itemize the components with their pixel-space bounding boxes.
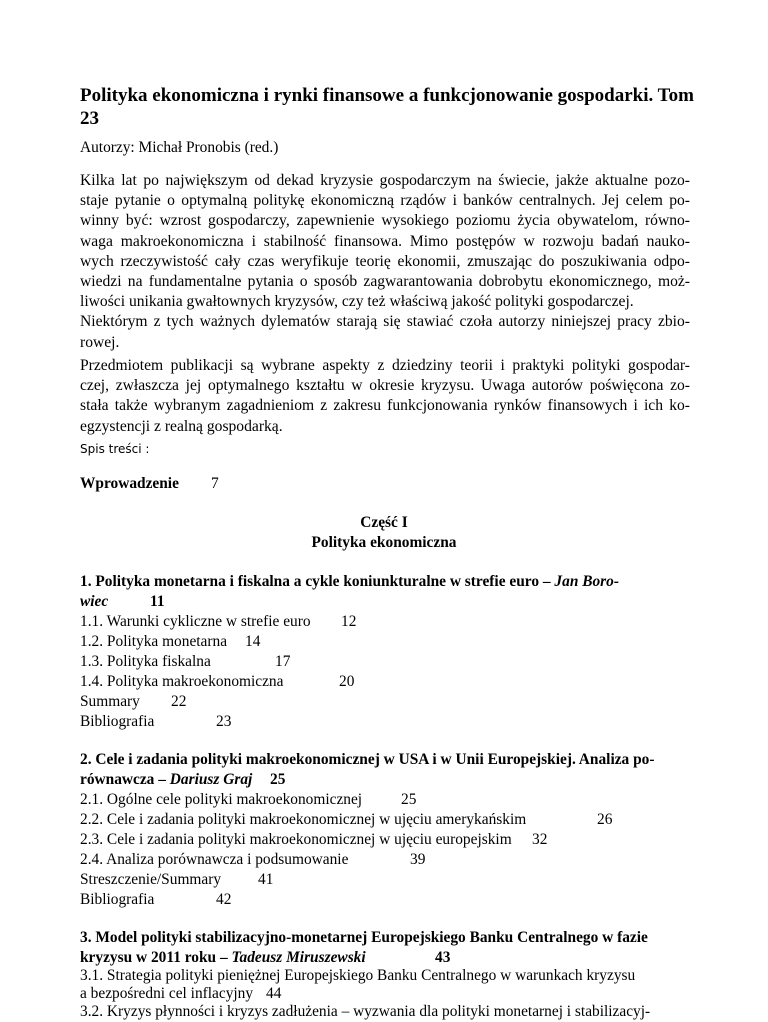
toc-item-page: 26	[597, 811, 613, 828]
chapter-1-title: 1. Polityka monetarna i fiskalna a cykle koniunkturalne w strefie euro –	[80, 573, 555, 590]
title-line-1: Polityka ekonomiczna i rynki finansowe a funkcjonowanie gospodarki. Tom	[80, 85, 694, 106]
paragraph-line: rowej.	[80, 333, 120, 351]
authors-line: Autorzy: Michał Pronobis (red.)	[80, 139, 279, 156]
toc-item-label: Streszczenie/Summary	[80, 871, 222, 888]
intro-page: 7	[211, 475, 219, 492]
toc-item-page: 25	[401, 791, 417, 808]
chapter-3-page: 43	[435, 949, 451, 966]
chapter-1-author-cont: wiec	[80, 593, 109, 610]
toc-item-label: 3.1. Strategia polityki pieniężnej Europejskiego Banku Centralnego w warunkach kryzysu	[80, 967, 636, 984]
toc-item-page: 39	[410, 851, 426, 868]
part-name: Polityka ekonomiczna	[311, 534, 457, 551]
chapter-2-title: 2. Cele i zadania polityki makroekonomicznej w USA i w Unii Europejskiej. Analiza po-	[80, 751, 655, 768]
paragraph-line: staje pytanie o optymalną politykę ekonomiczną rządów i banków centralnych. Jej celem po-	[80, 192, 690, 210]
toc-item-label: 1.3. Polityka fiskalna	[80, 653, 211, 670]
toc-item-label-cont: a bezpośredni cel inflacyjny	[80, 985, 254, 1002]
paragraph-line: liwości unikania gwałtownych kryzysów, czy też właściwą jakość polityki gospodarczej.	[80, 293, 634, 311]
toc-item-page: 14	[245, 633, 261, 650]
paragraph-line: wiedzi na fundamentalne pytania o sposób zagwarantowania dobrobytu ekonomicznego, moż-	[80, 273, 690, 291]
toc-item-page: 12	[341, 613, 357, 630]
intro-label: Wprowadzenie	[80, 475, 179, 492]
toc-item-page: 44	[266, 985, 282, 1002]
chapter-1-page: 11	[150, 593, 165, 610]
toc-item-label: Summary	[80, 693, 140, 710]
paragraph-line: Kilka lat po największym od dekad kryzysie gospodarczym na świecie, jakże aktualne pozo-	[80, 172, 690, 189]
toc-item-label: 2.4. Analiza porównawcza i podsumowanie	[80, 851, 349, 868]
chapter-3-title: 3. Model polityki stabilizacyjno-monetarnej Europejskiego Banku Centralnego w fazie	[80, 929, 648, 946]
chapter-2-title-cont: równawcza –	[80, 771, 170, 788]
toc-item-label: 1.1. Warunki cykliczne w strefie euro	[80, 613, 311, 630]
toc-item-page: 17	[275, 653, 291, 670]
toc-item-label: 1.2. Polityka monetarna	[80, 633, 228, 650]
toc-item-page: 20	[339, 673, 355, 690]
chapter-2-page: 25	[270, 771, 286, 788]
paragraph-line: czej, zwłaszcza jej optymalnego kształtu w okresie kryzysu. Uwaga autorów poświęcona zo-	[80, 377, 690, 395]
toc-label: Spis treści :	[80, 442, 150, 456]
chapter-1-author: Jan Boro-	[554, 573, 619, 590]
chapter-3-heading-line2	[80, 948, 366, 968]
paragraph-line: wych rzeczywistość cały czas weryfikuje teorię ekonomii, zmuszając do poszukiwania odpo-	[80, 252, 690, 270]
part-number: Część I	[360, 514, 408, 531]
toc-item-label: 2.3. Cele i zadania polityki makroekonomicznej w ujęciu europejskim	[80, 831, 512, 848]
toc-item-label: 2.1. Ogólne cele polityki makroekonomicznej	[80, 791, 363, 808]
paragraph-line: winny być: wzrost gospodarczy, zapewnienie wysokiego poziomu życia obywatelom, równo-	[80, 212, 690, 230]
title-line-2: 23	[80, 108, 99, 129]
chapter-1-heading	[80, 572, 619, 592]
description-paragraph-1	[80, 171, 690, 353]
chapter-3-author: Tadeusz Miruszewski	[231, 949, 366, 966]
toc-item-label: 1.4. Polityka makroekonomiczna	[80, 673, 284, 690]
toc-item-page: 22	[171, 693, 187, 710]
chapter-1-heading-line2	[80, 592, 108, 612]
chapter-2-heading-line2	[80, 770, 252, 790]
toc-item-page: 23	[216, 713, 232, 730]
paragraph-line: waga makroekonomiczna i stabilność finansowa. Mimo postępów w rozwoju badań nauko-	[80, 232, 690, 250]
toc-item-page: 42	[216, 891, 232, 908]
paragraph-line: egzystencji z realną gospodarką.	[80, 417, 283, 435]
toc-item-page: 41	[258, 871, 274, 888]
document-title	[80, 84, 694, 130]
toc-item-label: Bibliografia	[80, 713, 155, 730]
toc-item-label: Bibliografia	[80, 891, 155, 908]
toc-item-label: 2.2. Cele i zadania polityki makroekonomicznej w ujęciu amerykańskim	[80, 811, 527, 828]
description-paragraph-2	[80, 356, 690, 437]
toc-item-label: 3.2. Kryzys płynności i kryzys zadłużenia – wyzwania dla polityki monetarnej i stabilizacyj-	[80, 1003, 651, 1020]
paragraph-line: Przedmiotem publikacji są wybrane aspekty z dziedziny teorii i praktyki polityki gospodar-	[80, 357, 690, 374]
chapter-3-title-cont: kryzysu w 2011 roku –	[80, 949, 232, 966]
paragraph-line: Niektórym z tych ważnych dylematów starają się stawiać czoła autorzy niniejszej pracy zbio-	[80, 313, 690, 331]
paragraph-line: stała także wybranym zagadnieniom z zakresu funkcjonowania rynków finansowych i ich ko-	[80, 397, 690, 415]
chapter-2-author: Dariusz Graj	[169, 771, 253, 788]
toc-item-page: 32	[532, 831, 548, 848]
